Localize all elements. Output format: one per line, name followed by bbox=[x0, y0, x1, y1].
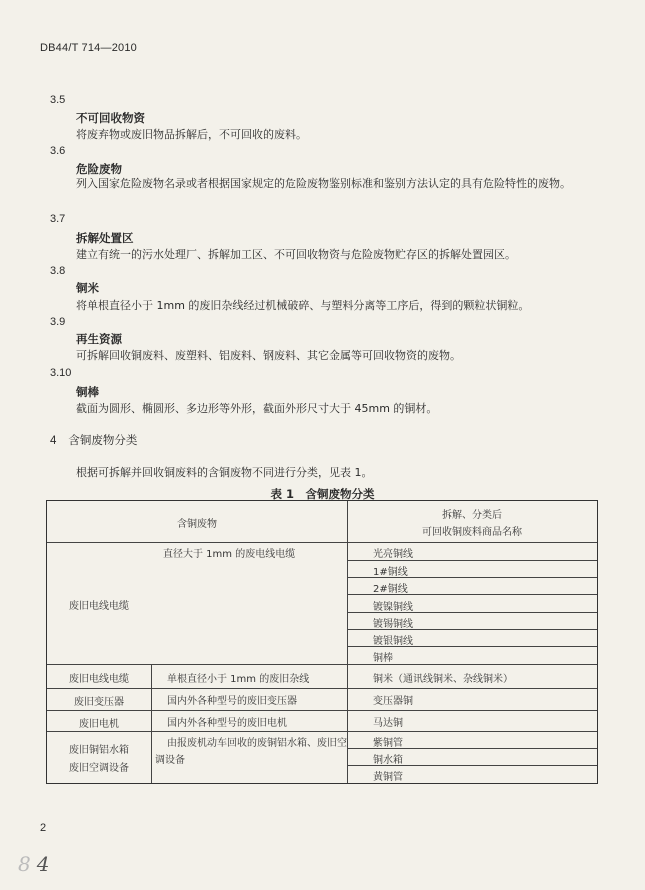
table-product: 铜棒 bbox=[373, 653, 393, 664]
table-divider bbox=[47, 688, 597, 689]
term-title: 拆解处置区 bbox=[76, 231, 134, 245]
table-divider bbox=[151, 664, 152, 783]
classification-table bbox=[46, 500, 598, 784]
term-number: 3.7 bbox=[50, 213, 66, 225]
table-divider bbox=[347, 560, 597, 561]
table-product: 紫铜管 bbox=[373, 738, 403, 749]
term-number: 3.8 bbox=[50, 265, 66, 277]
standard-code: DB44/T 714—2010 bbox=[40, 42, 137, 54]
term-definition: 建立有统一的污水处理厂、拆解加工区、不可回收物资与危险废物贮存区的拆解处置园区。 bbox=[76, 248, 516, 261]
term-definition: 将单根直径小于 1mm 的废旧杂线经过机械破碎、与塑料分离等工序后，得到的颗粒状铜粒。 bbox=[76, 299, 530, 312]
term-number: 3.5 bbox=[50, 94, 66, 106]
term-definition: 可拆解回收铜废料、废塑料、铝废料、钢废料、其它金属等可回收物资的废物。 bbox=[76, 349, 461, 362]
table-caption: 表 1 含铜废物分类 bbox=[270, 487, 375, 501]
table-category: 废旧空调设备 bbox=[69, 763, 129, 774]
table-category: 废旧电线电缆 bbox=[69, 601, 129, 612]
section-intro: 根据可拆解并回收铜废料的含铜废物不同进行分类，见表 1。 bbox=[76, 466, 373, 479]
term-title: 再生资源 bbox=[76, 332, 122, 346]
term-title: 不可回收物资 bbox=[76, 111, 145, 125]
table-category: 废旧电机 bbox=[79, 719, 119, 730]
table-description: 调设备 bbox=[155, 755, 185, 766]
table-product: 光亮铜线 bbox=[373, 549, 413, 560]
table-description: 国内外各种型号的废旧变压器 bbox=[167, 696, 297, 707]
section-title: 含铜废物分类 bbox=[68, 433, 138, 447]
section-heading bbox=[50, 432, 137, 448]
table-product: 镀锡铜线 bbox=[373, 619, 413, 630]
table-divider bbox=[47, 710, 597, 711]
table-product: 马达铜 bbox=[373, 718, 403, 729]
table-product: 2#铜线 bbox=[373, 584, 408, 595]
table-product: 铜米（通讯线铜米、杂线铜米） bbox=[373, 674, 513, 685]
table-product: 变压器铜 bbox=[373, 696, 413, 707]
table-divider bbox=[347, 501, 348, 783]
table-category: 废旧变压器 bbox=[74, 697, 124, 708]
table-header-product: 拆解、分类后 bbox=[442, 510, 502, 521]
term-title: 铜棒 bbox=[76, 385, 99, 399]
table-category: 废旧铜铝水箱 bbox=[69, 745, 129, 756]
faint-mark: 8 bbox=[18, 852, 31, 876]
table-product: 铜水箱 bbox=[373, 755, 403, 766]
term-number: 3.9 bbox=[50, 316, 66, 328]
table-category: 废旧电线电缆 bbox=[69, 674, 129, 685]
table-header-waste: 含铜废物 bbox=[177, 519, 217, 530]
term-definition: 截面为圆形、椭圆形、多边形等外形，截面外形尺寸大于 45mm 的铜材。 bbox=[76, 402, 438, 415]
table-description: 直径大于 1mm 的废电线电缆 bbox=[163, 549, 296, 560]
table-divider bbox=[47, 731, 597, 732]
table-product: 黄铜管 bbox=[373, 772, 403, 783]
table-product: 1#铜线 bbox=[373, 567, 408, 578]
term-title: 危险废物 bbox=[76, 162, 122, 176]
table-divider bbox=[47, 664, 597, 665]
table-product: 镀银铜线 bbox=[373, 636, 413, 647]
table-description: 单根直径小于 1mm 的废旧杂线 bbox=[167, 674, 310, 685]
term-title: 铜米 bbox=[76, 281, 99, 295]
term-definition: 将废弃物或废旧物品拆解后，不可回收的废料。 bbox=[76, 128, 307, 141]
term-number: 3.10 bbox=[50, 367, 72, 379]
handwritten-margin-mark bbox=[18, 852, 49, 876]
table-product: 镀镍铜线 bbox=[373, 602, 413, 613]
section-number: 4 bbox=[50, 435, 57, 447]
term-number: 3.6 bbox=[50, 145, 66, 157]
table-description: 由报废机动车回收的废铜铝水箱、废旧空 bbox=[167, 738, 347, 749]
table-header-product: 可回收铜废料商品名称 bbox=[422, 527, 522, 538]
table-divider bbox=[47, 542, 597, 543]
term-definition: 列入国家危险废物名录或者根据国家规定的危险废物鉴别标准和鉴别方法认定的具有危险特性的废物。 bbox=[76, 177, 571, 190]
page-number: 2 bbox=[40, 822, 47, 834]
margin-mark: 4 bbox=[36, 852, 50, 876]
table-description: 国内外各种型号的废旧电机 bbox=[167, 718, 287, 729]
